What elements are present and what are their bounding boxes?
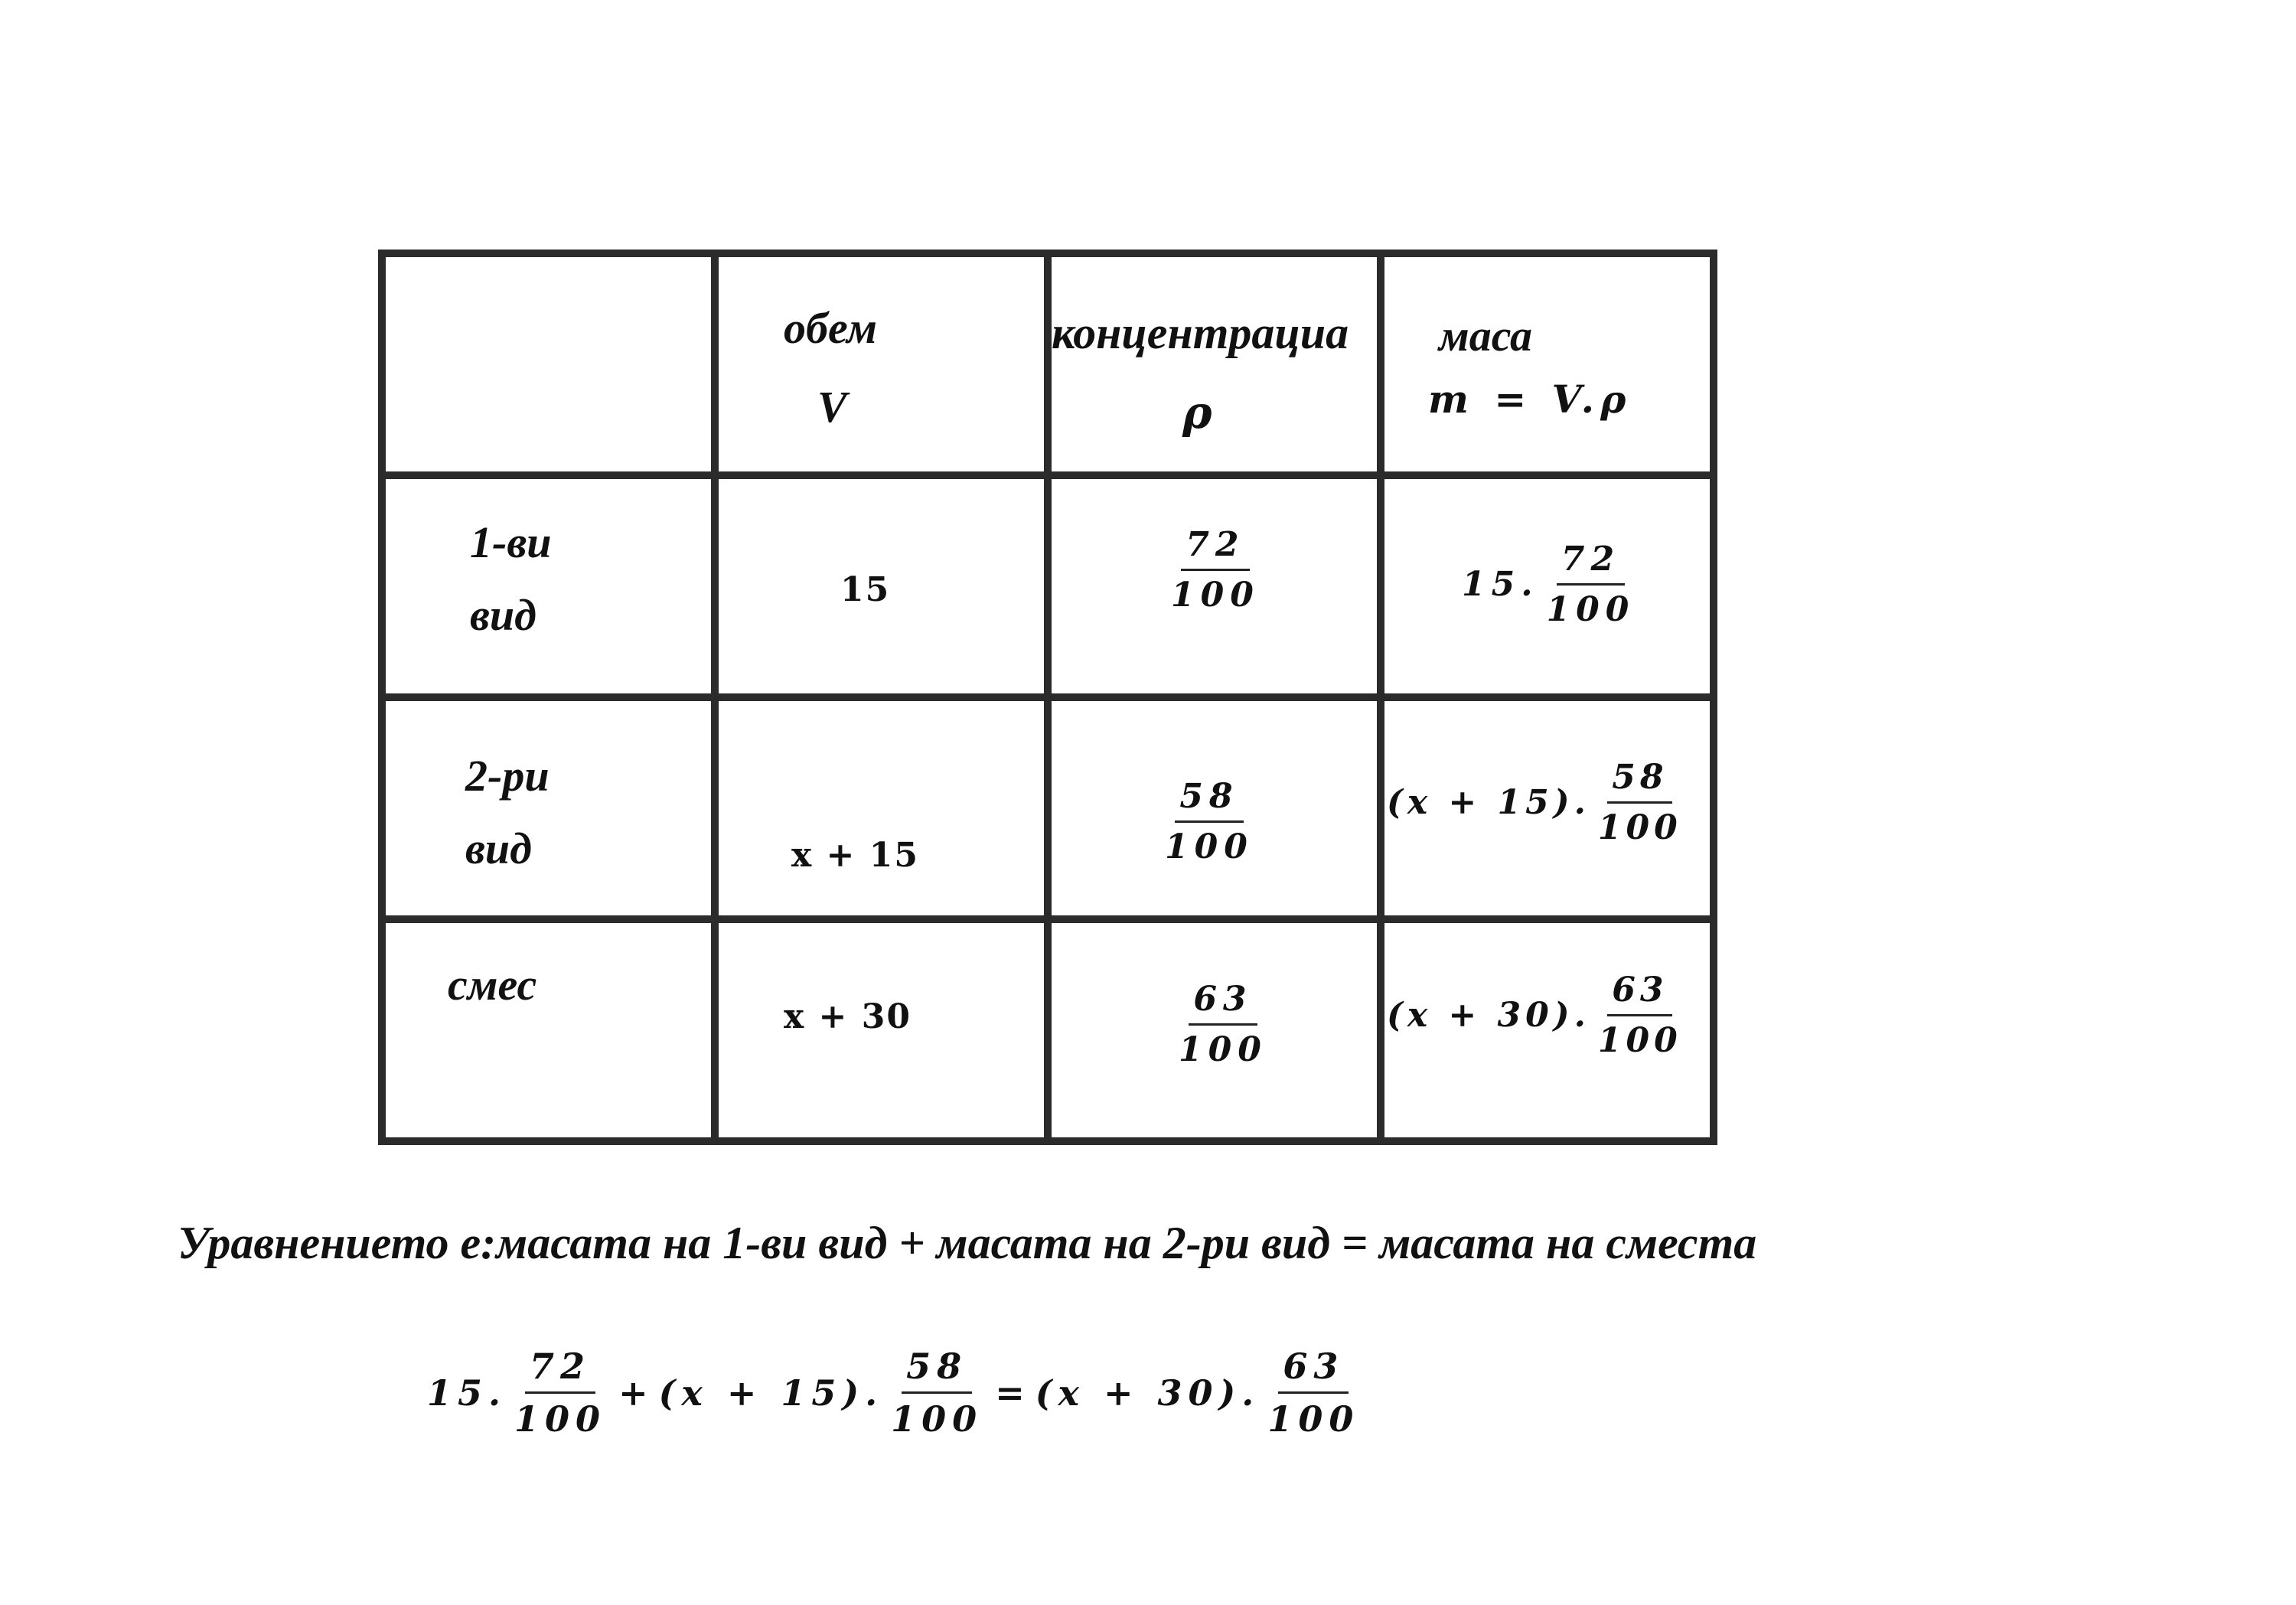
- row2-concentration: [1157, 777, 1261, 866]
- header-mass-label: маса: [1439, 311, 1532, 360]
- equation-term1-prefix: 15.: [427, 1372, 507, 1414]
- fraction-denominator: 100: [1597, 1021, 1682, 1060]
- row3-concentration: [1171, 980, 1275, 1069]
- fraction-denominator: 100: [1597, 808, 1682, 847]
- table-line: [378, 250, 386, 1145]
- table-line: [711, 250, 719, 1145]
- row2-volume: x + 15: [791, 836, 919, 875]
- row2-mass: [1387, 758, 1690, 847]
- header-volume-symbol: V: [817, 382, 847, 432]
- mass-prefix: 15.: [1462, 565, 1539, 604]
- equals-sign: =: [995, 1372, 1031, 1414]
- table-line: [1044, 250, 1052, 1145]
- row3-volume: x + 30: [784, 997, 912, 1036]
- row1-concentration: [1163, 525, 1267, 615]
- final-equation: [427, 1346, 1367, 1440]
- fraction-numerator: 63: [1278, 1346, 1349, 1394]
- table-line: [1710, 250, 1717, 1145]
- row2-label-line1: 2-ри: [465, 751, 550, 801]
- plus-sign: +: [618, 1372, 654, 1414]
- row1-label-line1: 1-ви: [470, 517, 552, 567]
- fraction-numerator: 72: [1557, 540, 1625, 586]
- fraction-denominator: 100: [1546, 590, 1636, 629]
- equation-term2-prefix: (x + 15).: [658, 1372, 884, 1414]
- fraction-numerator: 58: [1607, 758, 1672, 804]
- row1-label-line2: вид: [470, 590, 536, 640]
- fraction-denominator: 100: [1165, 827, 1254, 866]
- fraction-denominator: 100: [1267, 1398, 1360, 1440]
- fraction-numerator: 72: [1181, 525, 1249, 571]
- fraction-denominator: 100: [1179, 1030, 1267, 1069]
- header-concentration-label: концентрациа: [1052, 308, 1349, 358]
- fraction-numerator: 58: [902, 1346, 972, 1394]
- fraction-numerator: 58: [1175, 777, 1243, 823]
- header-concentration-symbol: ρ: [1182, 387, 1212, 439]
- row1-mass: [1462, 540, 1642, 629]
- row2-label-line2: вид: [465, 824, 532, 873]
- fraction-denominator: 100: [514, 1398, 607, 1440]
- mass-prefix: (x + 30).: [1387, 996, 1590, 1035]
- fraction-denominator: 100: [1171, 576, 1260, 615]
- mass-prefix: (x + 15).: [1387, 783, 1590, 822]
- row3-mass: [1387, 971, 1690, 1060]
- row1-volume: 15: [840, 570, 891, 609]
- header-volume-label: обем: [784, 303, 877, 353]
- row3-label: смес: [448, 960, 537, 1010]
- fraction-numerator: 63: [1607, 971, 1672, 1016]
- table-line: [1377, 250, 1384, 1145]
- equation-sentence: Уравнението е:масата на 1-ви вид + масата на 2-ри вид = масата на сместа: [178, 1218, 1757, 1268]
- fraction-numerator: 72: [525, 1346, 595, 1394]
- fraction-numerator: 63: [1189, 980, 1257, 1026]
- header-mass-formula: m = V.ρ: [1428, 377, 1632, 422]
- fraction-denominator: 100: [891, 1398, 983, 1440]
- equation-term3-prefix: (x + 30).: [1035, 1372, 1261, 1414]
